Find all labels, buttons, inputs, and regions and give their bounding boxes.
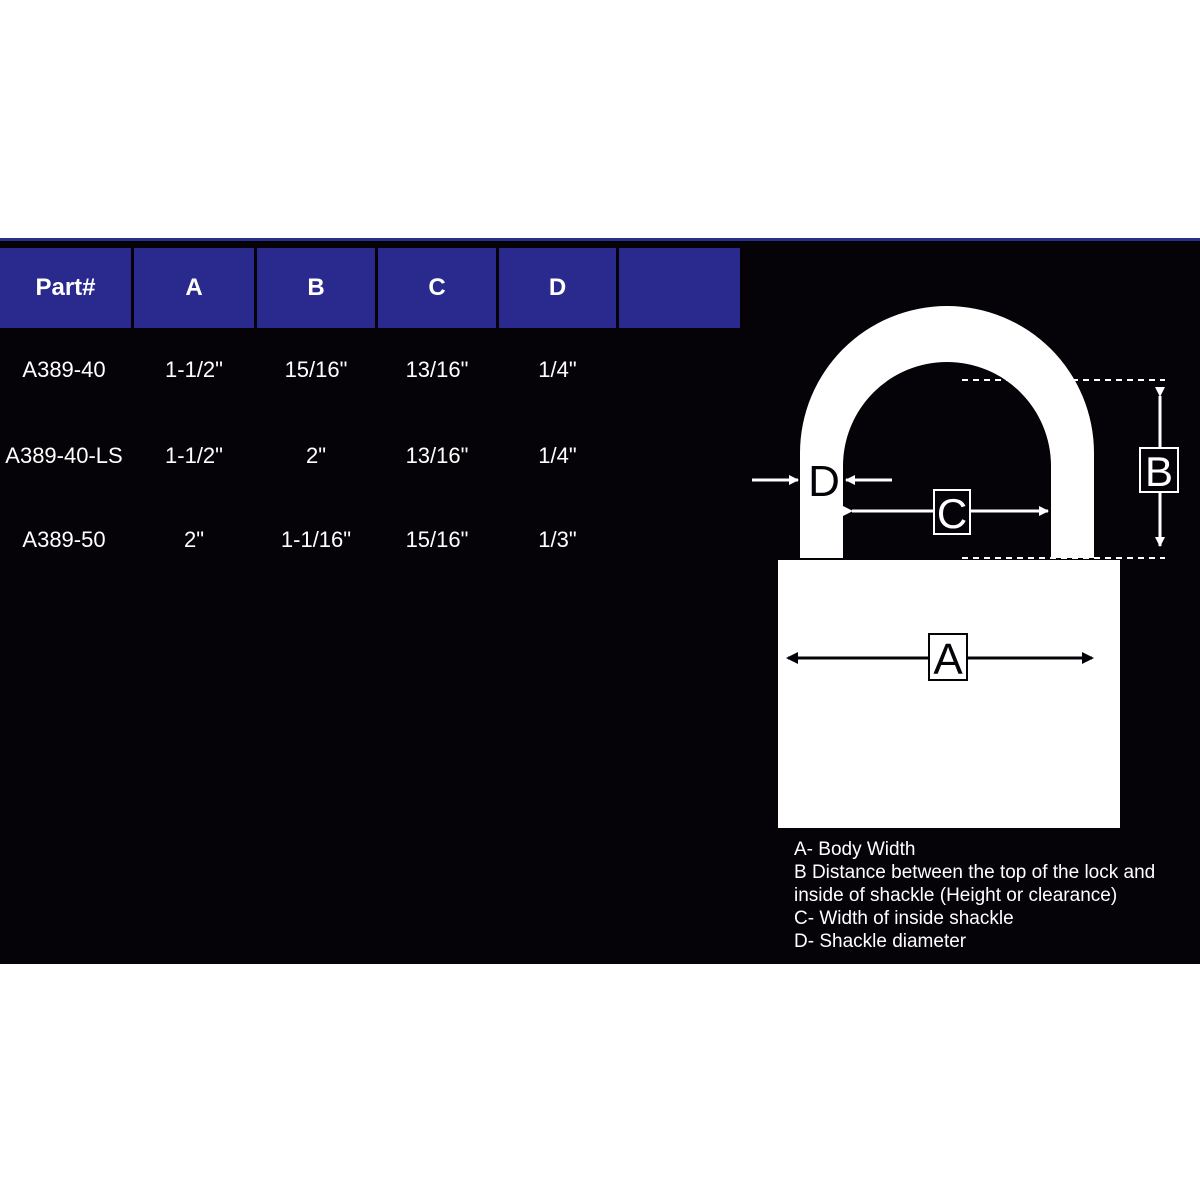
cell-c: 13/16" [405, 443, 469, 468]
table-row [0, 350, 620, 390]
legend-b: B Distance between the top of the lock and inside of shackle (Height or clearance) [794, 862, 1156, 906]
c-label: C [936, 490, 968, 537]
header-b: B [257, 248, 375, 328]
header-blank [619, 248, 740, 328]
lock-body-icon [778, 560, 1120, 828]
cell-d: 1/3" [538, 527, 577, 552]
header-part: Part# [0, 248, 131, 328]
cell-b: 15/16" [284, 357, 348, 382]
cell-part: A389-50 [22, 527, 106, 552]
spec-panel [0, 238, 1200, 964]
cell-c: 15/16" [405, 527, 469, 552]
a-label: A [933, 635, 963, 684]
cell-c: 13/16" [405, 357, 469, 382]
legend-c: C- Width of inside shackle [794, 908, 1014, 929]
table-header [0, 248, 740, 328]
b-label: B [1144, 448, 1174, 495]
cell-a: 1-1/2" [165, 443, 223, 468]
padlock-diagram [740, 298, 1200, 858]
cell-part: A389-40 [22, 357, 106, 382]
dimension-legend [794, 838, 1194, 953]
cell-b: 1-1/16" [280, 527, 352, 552]
cell-d: 1/4" [538, 443, 577, 468]
cell-part: A389-40-LS [5, 443, 123, 468]
legend-a: A- Body Width [794, 839, 916, 860]
cell-a: 1-1/2" [165, 357, 223, 382]
table-row [0, 520, 620, 560]
cell-b: 2" [305, 443, 327, 468]
header-d: D [499, 248, 616, 328]
cell-d: 1/4" [538, 357, 577, 382]
legend-d: D- Shackle diameter [794, 931, 967, 952]
top-divider [0, 238, 1200, 241]
header-c: C [378, 248, 496, 328]
d-label: D [808, 457, 840, 506]
cell-a: 2" [183, 527, 205, 552]
table-row [0, 436, 620, 476]
header-a: A [134, 248, 254, 328]
